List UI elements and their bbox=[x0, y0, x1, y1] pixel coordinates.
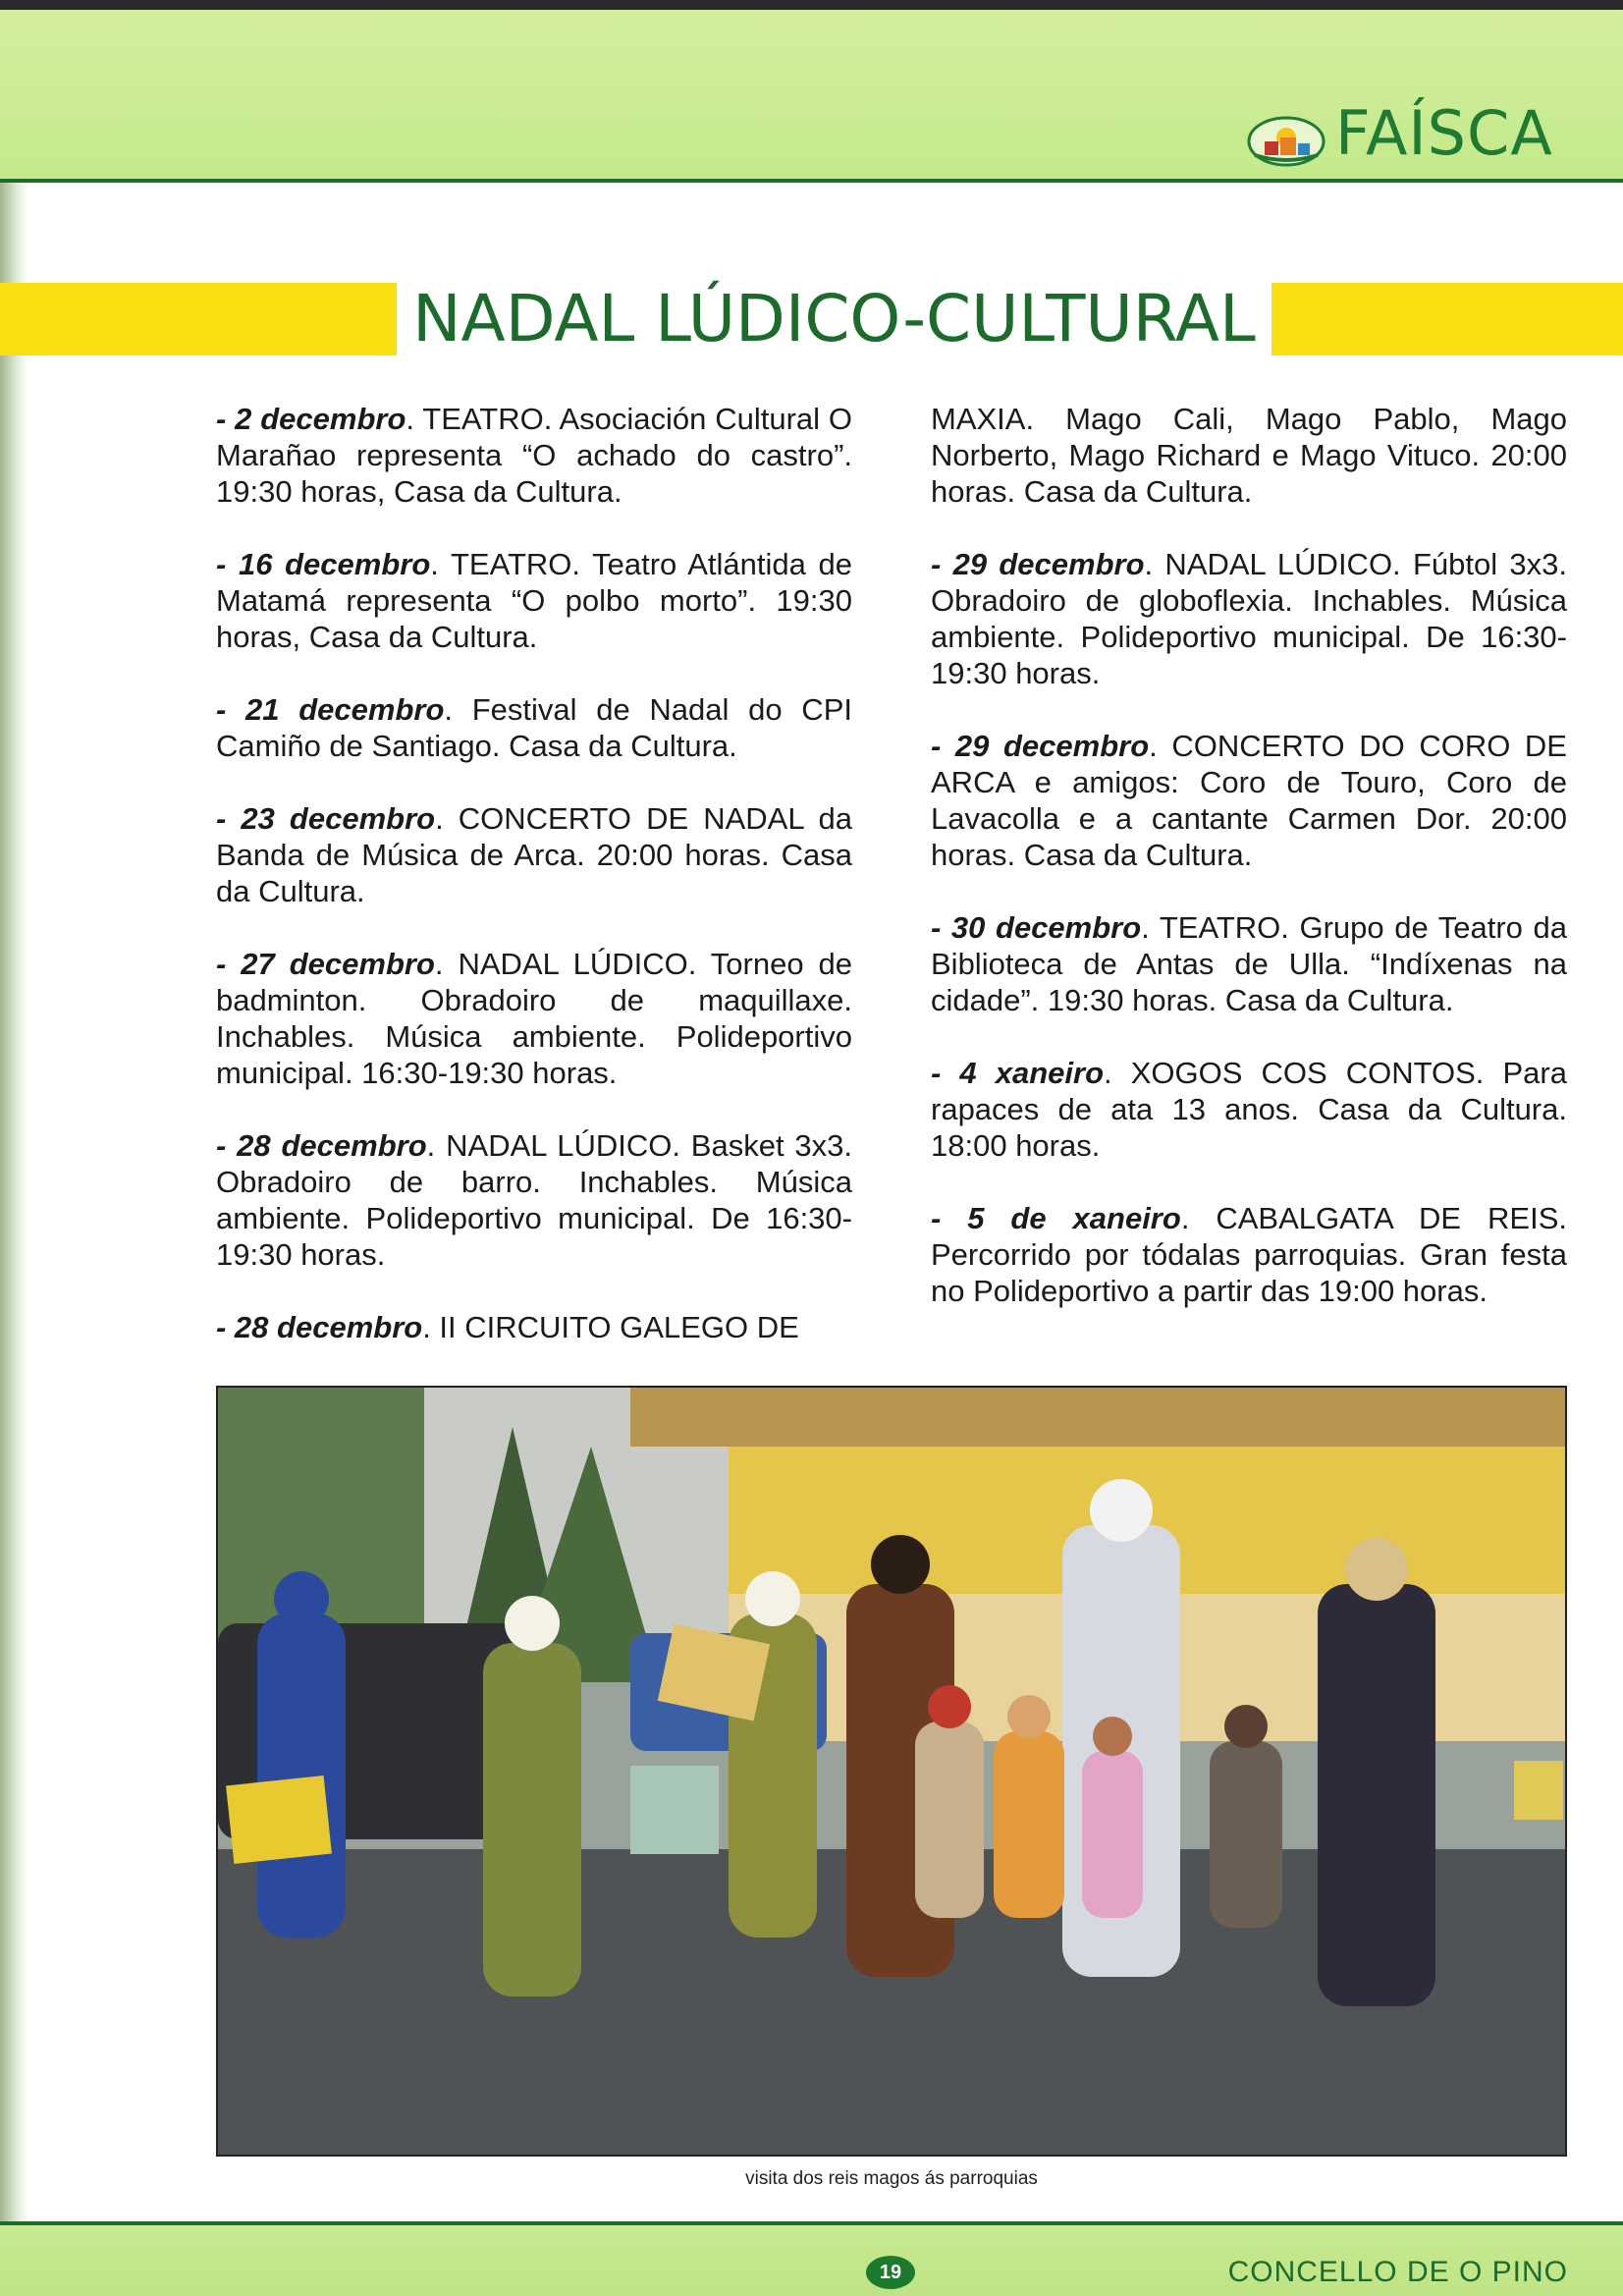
event-text: . TEATRO. Asociación Cultural O Marañao representa “O achado do castro”. 19:30 horas, Casa da Cultura. bbox=[216, 402, 852, 509]
event-entry bbox=[216, 691, 852, 764]
event-entry bbox=[931, 728, 1567, 873]
event-entry bbox=[216, 800, 852, 909]
event-entry bbox=[216, 401, 852, 510]
events-column-right bbox=[931, 401, 1567, 1309]
page-spine-shadow bbox=[0, 183, 27, 2225]
event-text: . II CIRCUITO GALEGO DE bbox=[422, 1310, 799, 1344]
event-date: - 29 decembro bbox=[931, 729, 1150, 763]
event-text: . CONCERTO DE NADAL da Banda de Música de Arca. 20:00 horas. Casa da Cultura. bbox=[216, 801, 852, 908]
town-logo-icon bbox=[1245, 108, 1327, 167]
event-date: - 16 decembro bbox=[216, 547, 431, 581]
event-entry bbox=[216, 546, 852, 655]
event-text: . XOGOS COS CONTOS. Para rapaces de ata 13 anos. Casa da Cultura. 18:00 horas. bbox=[931, 1056, 1567, 1163]
event-entry bbox=[216, 946, 852, 1091]
event-text: . NADAL LÚDICO. Torneo de badminton. Obradoiro de maquillaxe. Inchables. Música ambiente. Polideportivo municipal. 16:30-19:30 horas. bbox=[216, 947, 852, 1090]
event-date: - 29 decembro bbox=[931, 547, 1145, 581]
page-number: 19 bbox=[866, 2256, 915, 2289]
page-title: NADAL LÚDICO-CULTURAL bbox=[412, 281, 1256, 356]
event-date: - 27 decembro bbox=[216, 947, 435, 981]
photo-caption: visita dos reis magos ás parroquias bbox=[745, 2168, 1038, 2189]
event-entry bbox=[931, 546, 1567, 691]
event-date: - 23 decembro bbox=[216, 801, 436, 836]
header-rule bbox=[0, 179, 1623, 183]
event-date: - 30 decembro bbox=[931, 910, 1142, 945]
event-entry bbox=[931, 401, 1567, 510]
brand-name: FAÍSCA bbox=[1335, 97, 1553, 169]
event-entry bbox=[931, 1055, 1567, 1164]
footer-organization: CONCELLO DE O PINO bbox=[1227, 2256, 1568, 2288]
event-date: - 4 xaneiro bbox=[931, 1056, 1105, 1090]
event-text: . NADAL LÚDICO. Basket 3x3. Obradoiro de barro. Inchables. Música ambiente. Polideportivo municipal. De 16:30-19:30 horas. bbox=[216, 1128, 852, 1272]
title-bar-right bbox=[1271, 283, 1623, 355]
event-text: MAXIA. Mago Cali, Mago Pablo, Mago Norberto, Mago Richard e Mago Vituco. 20:00 horas. Casa da Cultura. bbox=[931, 402, 1567, 509]
event-date: - 28 decembro bbox=[216, 1310, 423, 1344]
event-date: - 28 decembro bbox=[216, 1128, 427, 1163]
event-text: . Festival de Nadal do CPI Camiño de Santiago. Casa da Cultura. bbox=[216, 692, 852, 763]
event-entry bbox=[216, 1127, 852, 1273]
event-entry bbox=[931, 909, 1567, 1018]
event-text: . TEATRO. Teatro Atlántida de Matamá representa “O polbo morto”. 19:30 horas, Casa da Cultura. bbox=[216, 547, 852, 654]
photo-illustration bbox=[218, 1388, 1565, 2155]
masthead-logo bbox=[1245, 94, 1579, 173]
events-column-left bbox=[216, 401, 852, 1345]
scan-edge bbox=[0, 0, 1623, 10]
event-entry bbox=[216, 1309, 852, 1345]
event-text: . CABALGATA DE REIS. Percorrido por tódalas parroquias. Gran festa no Polideportivo a partir das 19:00 horas. bbox=[931, 1201, 1567, 1308]
event-photo bbox=[216, 1386, 1567, 2157]
event-text: . NADAL LÚDICO. Fúbtol 3x3. Obradoiro de globoflexia. Inchables. Música ambiente. Polideportivo municipal. De 16:30-19:30 horas. bbox=[931, 547, 1567, 690]
title-bar-left bbox=[0, 283, 397, 355]
event-entry bbox=[931, 1200, 1567, 1309]
event-text: . TEATRO. Grupo de Teatro da Biblioteca de Antas de Ulla. “Indíxenas na cidade”. 19:30 horas. Casa da Cultura. bbox=[931, 910, 1567, 1017]
event-date: - 21 decembro bbox=[216, 692, 445, 727]
event-date: - 2 decembro bbox=[216, 402, 406, 436]
event-date: - 5 de xaneiro bbox=[931, 1201, 1181, 1235]
event-text: . CONCERTO DO CORO DE ARCA e amigos: Coro de Touro, Coro de Lavacolla e a cantante Carmen Dor. 20:00 horas. Casa da Cultura. bbox=[931, 729, 1567, 872]
